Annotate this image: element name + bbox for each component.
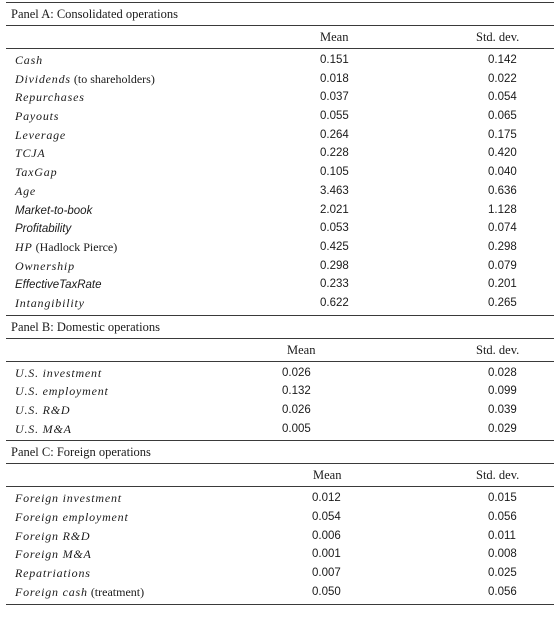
mean-value: 0.037 [320, 91, 349, 104]
std-dev-column-header: Std. dev. [476, 468, 520, 483]
variable-name: U.S. M&A [15, 421, 72, 436]
panel-a-rows [6, 49, 554, 315]
mean-value: 0.228 [320, 147, 349, 160]
mean-value: 2.021 [320, 203, 349, 216]
table-row [6, 275, 554, 294]
variable-label [15, 257, 75, 276]
panel-c-rows [6, 487, 554, 603]
table-row [6, 107, 554, 126]
mean-column-header: Mean [313, 468, 342, 483]
variable-name: Dividends [15, 71, 71, 86]
std-dev-value: 0.074 [488, 222, 517, 235]
variable-label [15, 364, 102, 383]
variable-name: Foreign employment [15, 510, 129, 525]
std-dev-value: 0.420 [488, 147, 517, 160]
panel-b-rows [6, 362, 554, 441]
mean-value: 0.054 [312, 511, 341, 524]
variable-note: (treatment) [90, 584, 145, 599]
std-dev-value: 0.298 [488, 240, 517, 253]
variable-name: Intangibility [15, 295, 85, 310]
variable-name: TaxGap [15, 165, 58, 180]
panel-c [6, 441, 554, 604]
table-row [6, 182, 554, 201]
table-row [6, 294, 554, 313]
table-row [6, 382, 554, 401]
variable-label [15, 126, 66, 145]
table-row [6, 257, 554, 276]
std-dev-value: 0.201 [488, 278, 517, 291]
table-row [6, 88, 554, 107]
mean-value: 0.012 [312, 492, 341, 505]
mean-value: 0.622 [320, 296, 349, 309]
variable-label [15, 545, 92, 564]
variable-label [15, 382, 109, 401]
mean-value: 0.264 [320, 128, 349, 141]
std-dev-value: 0.025 [488, 567, 517, 580]
variable-label [15, 51, 43, 70]
mean-value: 0.298 [320, 259, 349, 272]
mean-column-header: Mean [320, 30, 349, 44]
variable-name: Payouts [15, 109, 60, 124]
variable-label [15, 401, 70, 420]
panel-a [6, 3, 554, 316]
variable-name: EffectiveTaxRate [15, 279, 102, 292]
variable-name: Foreign M&A [15, 547, 92, 562]
variable-label [15, 201, 92, 221]
variable-label [15, 420, 72, 439]
std-dev-value: 0.079 [488, 259, 517, 272]
table-row [6, 508, 554, 527]
variable-name: TCJA [15, 146, 46, 161]
table-row [6, 527, 554, 546]
mean-column-header: Mean [287, 342, 316, 357]
table-row [6, 364, 554, 383]
mean-value: 0.053 [320, 222, 349, 235]
std-dev-value: 0.011 [488, 529, 516, 542]
std-dev-value: 0.039 [488, 404, 517, 416]
table-row [6, 401, 554, 420]
table-row [6, 144, 554, 163]
variable-label [15, 163, 57, 182]
panel-a-header-row [6, 26, 554, 48]
std-dev-value: 0.175 [488, 128, 517, 141]
table-bottom-rule [6, 604, 554, 605]
variable-label [15, 107, 59, 126]
mean-value: 0.233 [320, 278, 349, 291]
variable-name: Cash [15, 53, 43, 67]
std-dev-value: 1.128 [488, 203, 517, 216]
std-dev-value: 0.099 [488, 385, 517, 398]
table-row [6, 219, 554, 238]
variable-label [15, 294, 85, 313]
panel-c-header-row [6, 464, 554, 486]
mean-value: 0.026 [282, 366, 311, 379]
table-row [6, 70, 554, 89]
mean-value: 0.006 [312, 529, 341, 542]
variable-label [15, 564, 91, 583]
panel-a-title: Panel A: Consolidated operations [11, 7, 178, 21]
std-dev-value: 0.054 [488, 91, 517, 104]
variable-name: Age [15, 183, 37, 198]
table-row [6, 126, 554, 145]
table-row [6, 420, 554, 439]
table-row [6, 564, 554, 583]
mean-value: 0.132 [282, 385, 311, 398]
variable-label [15, 88, 85, 107]
mean-value: 0.007 [312, 567, 341, 580]
variable-name: U.S. employment [15, 384, 109, 399]
std-dev-value: 0.029 [488, 422, 517, 435]
variable-name: Repurchases [15, 90, 85, 105]
panel-b [6, 316, 554, 442]
std-dev-value: 0.022 [488, 72, 517, 85]
variable-name: Leverage [15, 127, 67, 142]
panel-c-title: Panel C: Foreign operations [11, 445, 151, 460]
variable-name: Foreign investment [15, 491, 122, 506]
variable-label [15, 144, 46, 163]
std-dev-column-header: Std. dev. [476, 30, 520, 44]
std-dev-value: 0.065 [488, 110, 517, 123]
variable-name: Foreign R&D [15, 528, 91, 543]
variable-label [15, 508, 129, 527]
mean-value: 0.425 [320, 240, 349, 253]
std-dev-value: 0.265 [488, 296, 517, 309]
panel-b-title: Panel B: Domestic operations [11, 319, 160, 334]
variable-label [15, 275, 102, 295]
table-row [6, 51, 554, 70]
std-dev-value: 0.015 [488, 492, 517, 505]
summary-statistics-table [6, 2, 554, 605]
std-dev-value: 0.056 [488, 511, 517, 524]
variable-label [15, 489, 122, 508]
variable-name: Profitability [15, 223, 72, 236]
panel-b-header-row [6, 339, 554, 361]
variable-label [15, 583, 144, 602]
mean-value: 0.105 [320, 166, 349, 179]
mean-value: 0.050 [312, 585, 341, 598]
table-row [6, 238, 554, 257]
variable-label [15, 238, 117, 257]
variable-note: (to shareholders) [73, 71, 155, 86]
variable-name: Market-to-book [15, 204, 93, 217]
variable-name: Repatriations [15, 566, 91, 581]
variable-label [15, 182, 36, 201]
std-dev-value: 0.028 [488, 366, 517, 379]
table-row [6, 163, 554, 182]
mean-value: 3.463 [320, 184, 349, 197]
variable-label [15, 219, 71, 239]
mean-value: 0.018 [320, 72, 349, 85]
mean-value: 0.005 [282, 422, 311, 435]
table-row [6, 583, 554, 602]
std-dev-value: 0.056 [488, 585, 517, 598]
variable-label [15, 527, 90, 546]
mean-value: 0.151 [320, 54, 349, 66]
variable-name: HP [15, 239, 33, 254]
mean-value: 0.001 [312, 548, 341, 561]
variable-name: U.S. investment [15, 365, 102, 380]
std-dev-column-header: Std. dev. [476, 342, 520, 357]
variable-note: (Hadlock Pierce) [35, 239, 118, 254]
std-dev-value: 0.040 [488, 166, 517, 179]
variable-label [15, 70, 155, 89]
mean-value: 0.055 [320, 110, 349, 123]
variable-name: U.S. R&D [15, 403, 71, 417]
std-dev-value: 0.008 [488, 548, 517, 561]
table-row [6, 489, 554, 508]
table-row [6, 545, 554, 564]
variable-name: Foreign cash [15, 584, 88, 599]
std-dev-value: 0.142 [488, 54, 517, 66]
mean-value: 0.026 [282, 404, 311, 416]
variable-name: Ownership [15, 258, 75, 273]
table-row [6, 201, 554, 220]
std-dev-value: 0.636 [488, 184, 517, 197]
